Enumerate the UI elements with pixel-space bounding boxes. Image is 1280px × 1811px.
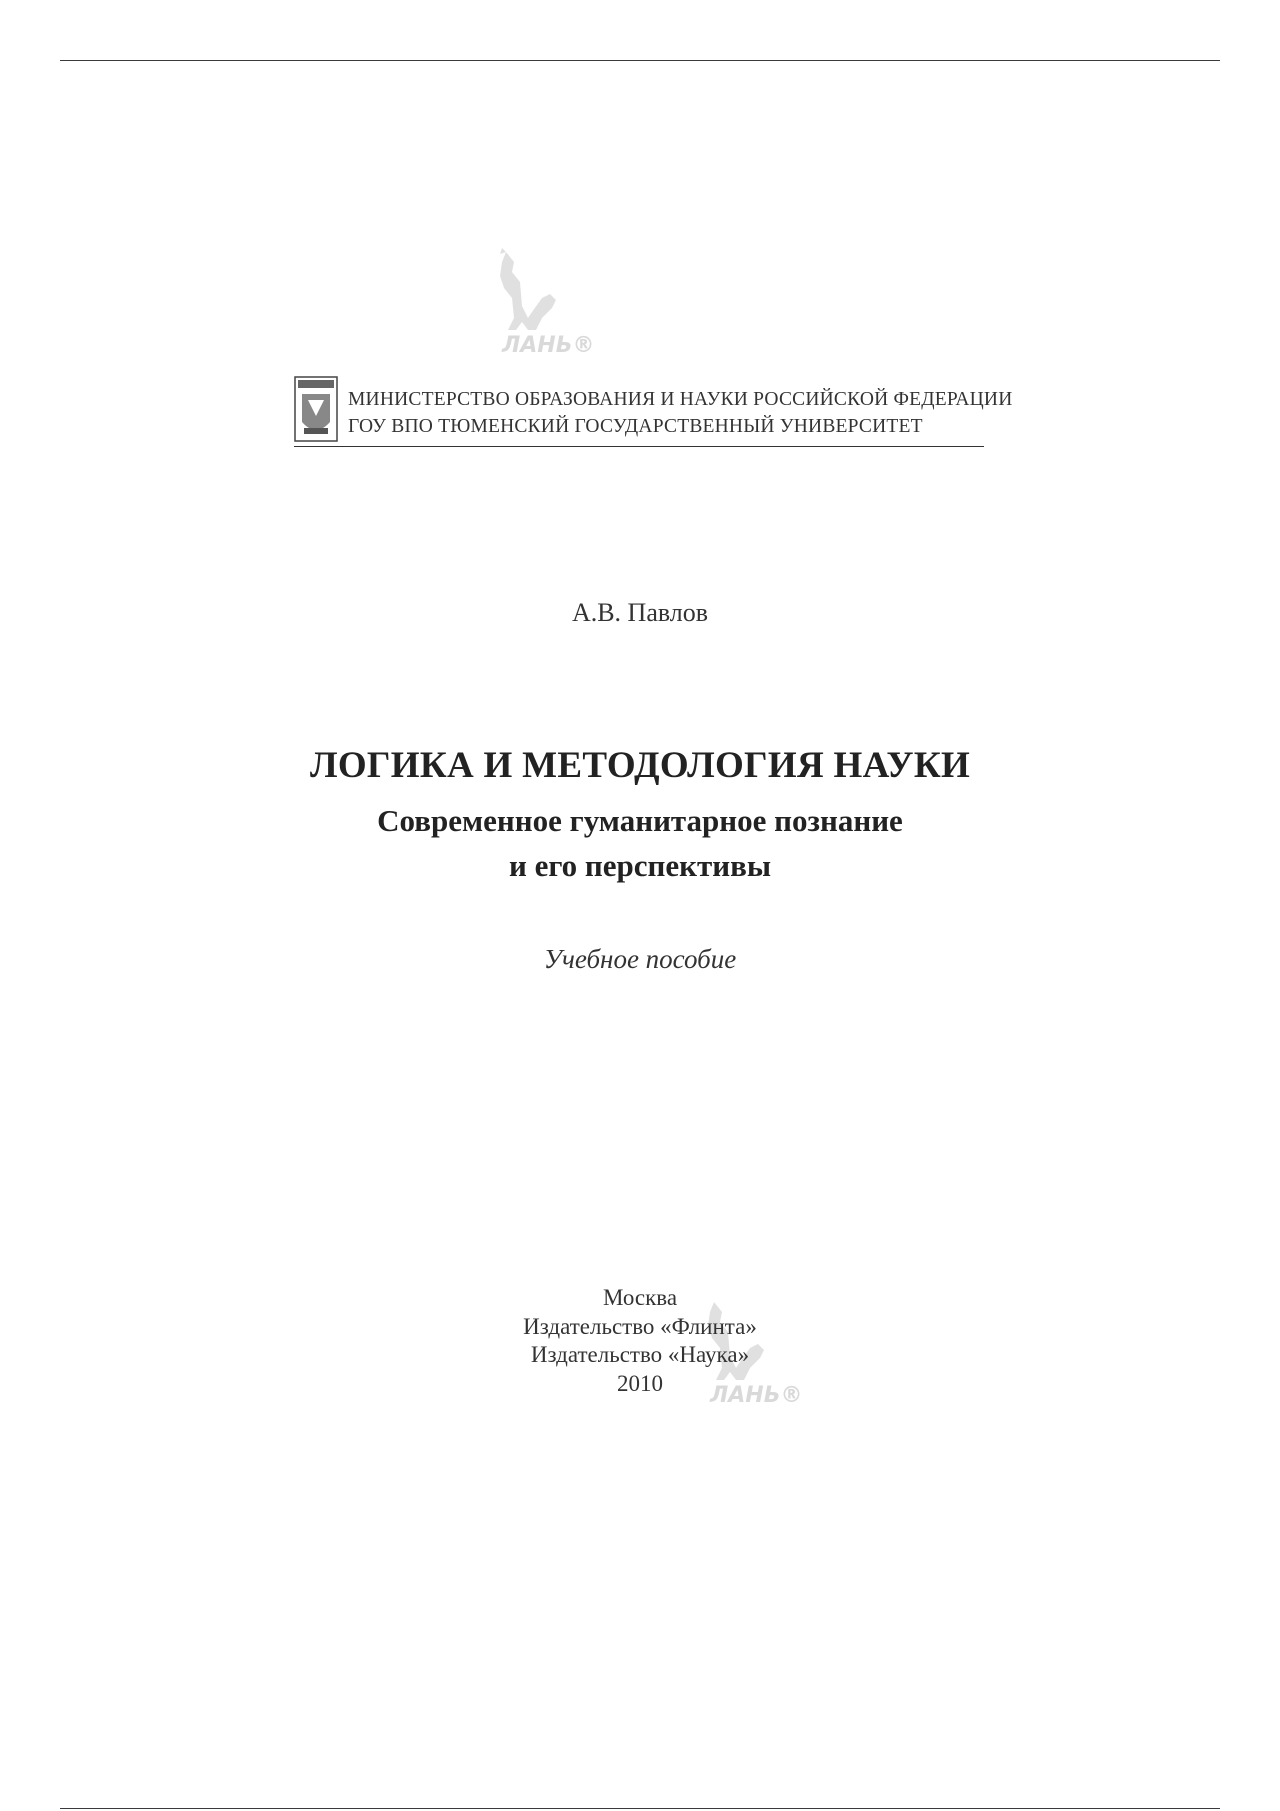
top-rule [60, 60, 1220, 61]
imprint-year: 2010 [617, 1370, 663, 1396]
watermark-text: ЛАНЬ® [710, 1383, 803, 1408]
publication-type: Учебное пособие [543, 944, 737, 974]
deer-logo-icon [492, 248, 562, 334]
author: А.В. Павлов [571, 598, 709, 627]
book-subtitle-line2: и его перспективы [508, 848, 772, 883]
watermark-top [492, 248, 595, 358]
header-ministry: МИНИСТЕРСТВО ОБРАЗОВАНИЯ И НАУКИ РОССИЙСКОЙ ФЕДЕРАЦИИ [348, 389, 1013, 410]
header-text [348, 386, 1013, 440]
book-subtitle-line1: Современное гуманитарное познание [377, 803, 903, 838]
header-university: ГОУ ВПО ТЮМЕНСКИЙ ГОСУДАРСТВЕННЫЙ УНИВЕРСИТЕТ [348, 416, 923, 437]
header-rule [294, 446, 984, 447]
imprint-publisher-1: Издательство «Флинта» [523, 1313, 757, 1339]
book-title: ЛОГИКА И МЕТОДОЛОГИЯ НАУКИ [309, 745, 971, 786]
imprint-publisher-2: Издательство «Наука» [530, 1342, 750, 1367]
bottom-rule [60, 1808, 1220, 1809]
university-emblem-icon [294, 376, 338, 442]
institution-header [294, 374, 1013, 448]
watermark-text: ЛАНЬ® [502, 333, 595, 358]
imprint [0, 1284, 1280, 1398]
imprint-city: Москва [602, 1285, 678, 1310]
